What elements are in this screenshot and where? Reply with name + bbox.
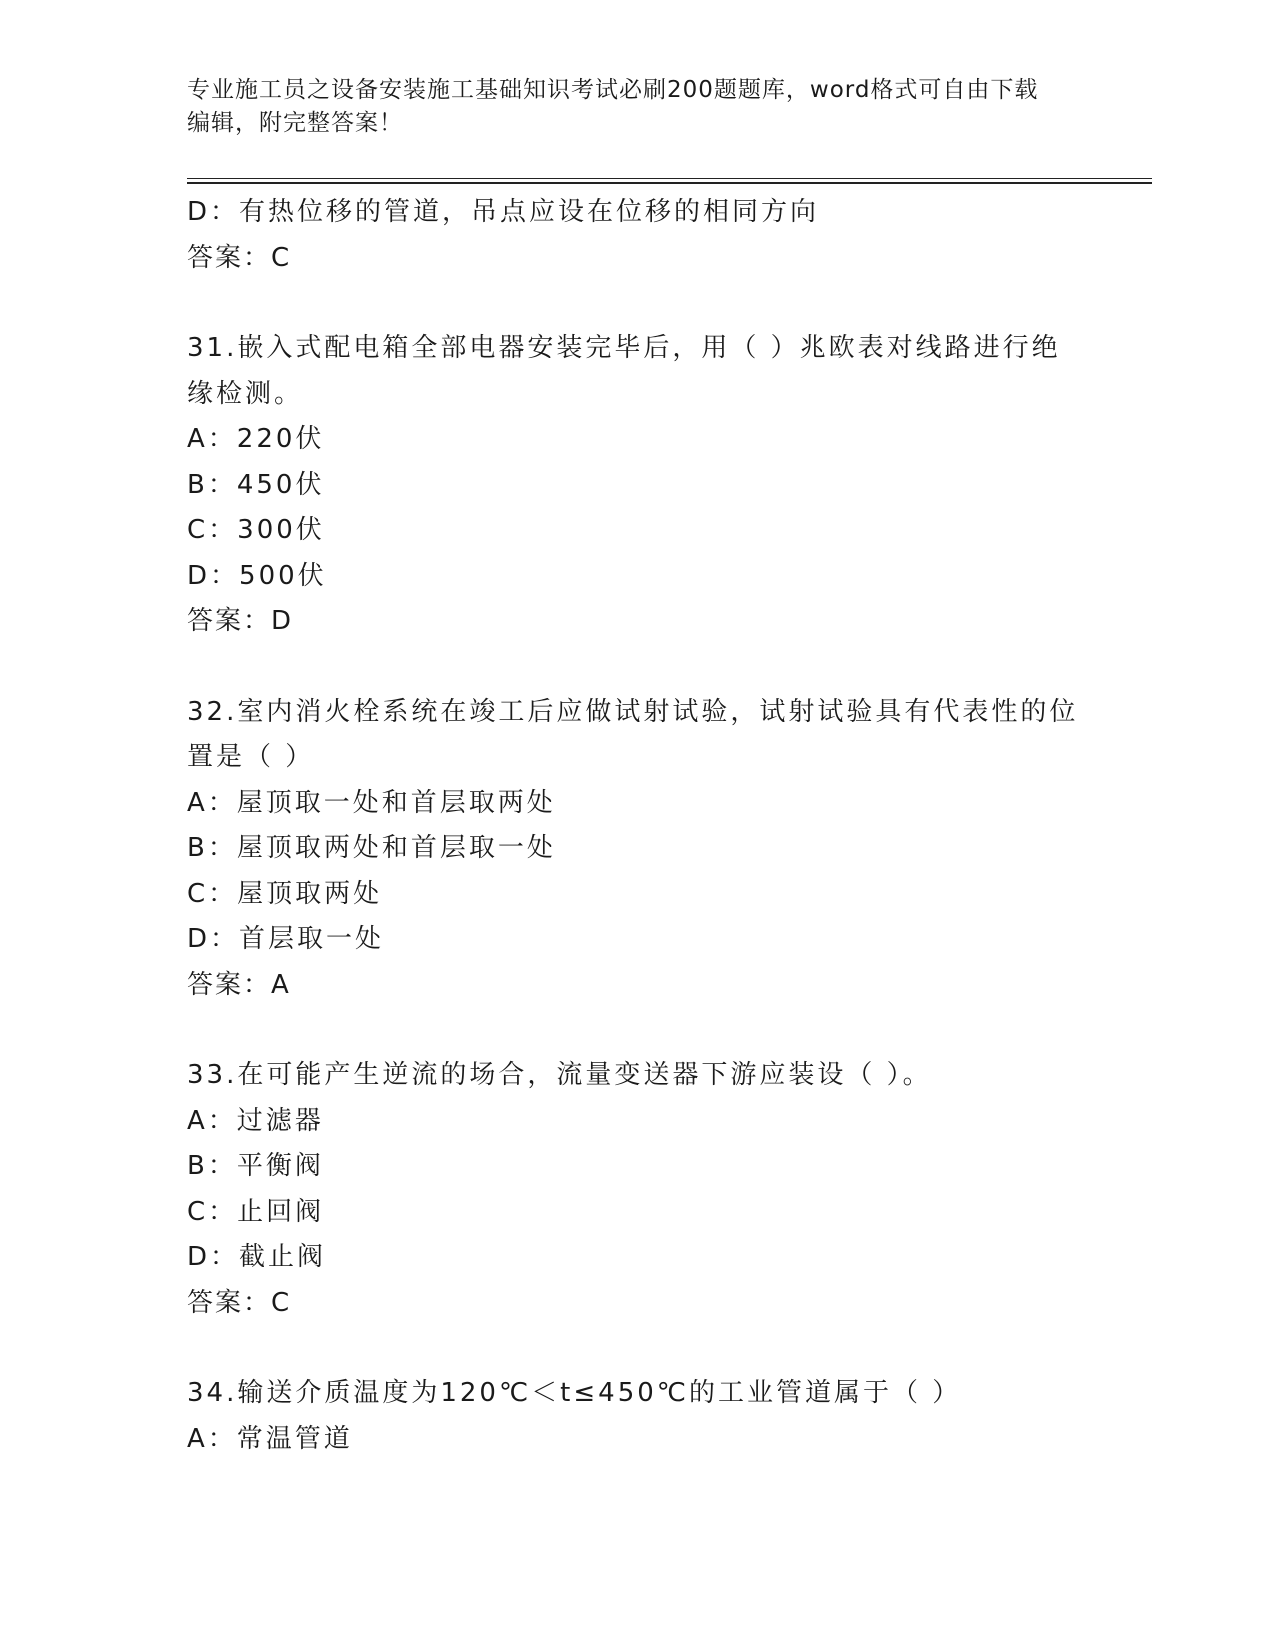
option-a: A：屋顶取一处和首层取两处 <box>187 787 556 818</box>
question-stem-line-1: 33.在可能产生逆流的场合，流量变送器下游应装设（ ）。 <box>187 1060 932 1090</box>
option-c: C：止回阀 <box>187 1196 325 1227</box>
option-a: A：过滤器 <box>187 1105 324 1136</box>
question-stem-line-1: 31.嵌入式配电箱全部电器安装完毕后，用（ ）兆欧表对线路进行绝 <box>187 333 1061 363</box>
option-c: C：300伏 <box>187 515 325 545</box>
question-34 <box>187 1371 1087 1462</box>
answer: 答案：A <box>187 969 291 1000</box>
option-b: B：屋顶取两处和首层取一处 <box>187 833 556 863</box>
option-d: D：500伏 <box>187 560 327 591</box>
question-33 <box>187 1053 1087 1326</box>
option-b: B：450伏 <box>187 469 325 500</box>
question-stem-line-1: 34.输送介质温度为120℃＜t≤450℃的工业管道属于（ ） <box>187 1378 962 1408</box>
answer: 答案：D <box>187 606 294 636</box>
page-header <box>187 74 1087 140</box>
question-stem-line-1: 32.室内消火栓系统在竣工后应做试射试验，试射试验具有代表性的位 <box>187 696 1079 727</box>
question-31 <box>187 326 1087 645</box>
answer: 答案：C <box>187 242 292 273</box>
question-30-continued <box>187 190 1087 281</box>
question-32 <box>187 690 1087 1009</box>
option-d: D：截止阀 <box>187 1242 327 1272</box>
question-stem-line-2: 缘检测。 <box>187 378 304 409</box>
answer: 答案：C <box>187 1287 292 1318</box>
option-b: B：平衡阀 <box>187 1151 324 1181</box>
option-d: D：首层取一处 <box>187 924 385 954</box>
header-divider-bottom <box>187 182 1152 184</box>
header-line-1: 专业施工员之设备安装施工基础知识考试必刷200题题库，word格式可自由下载 <box>187 77 1039 103</box>
header-line-2: 编辑，附完整答案！ <box>187 110 403 136</box>
option-d: D：有热位移的管道，吊点应设在位移的相同方向 <box>187 197 820 227</box>
header-divider-top <box>187 178 1152 179</box>
option-c: C：屋顶取两处 <box>187 878 383 909</box>
option-a: A：常温管道 <box>187 1423 353 1454</box>
question-list <box>187 190 1087 1462</box>
option-a: A：220伏 <box>187 424 325 454</box>
question-stem-line-2: 置是（ ） <box>187 742 315 772</box>
